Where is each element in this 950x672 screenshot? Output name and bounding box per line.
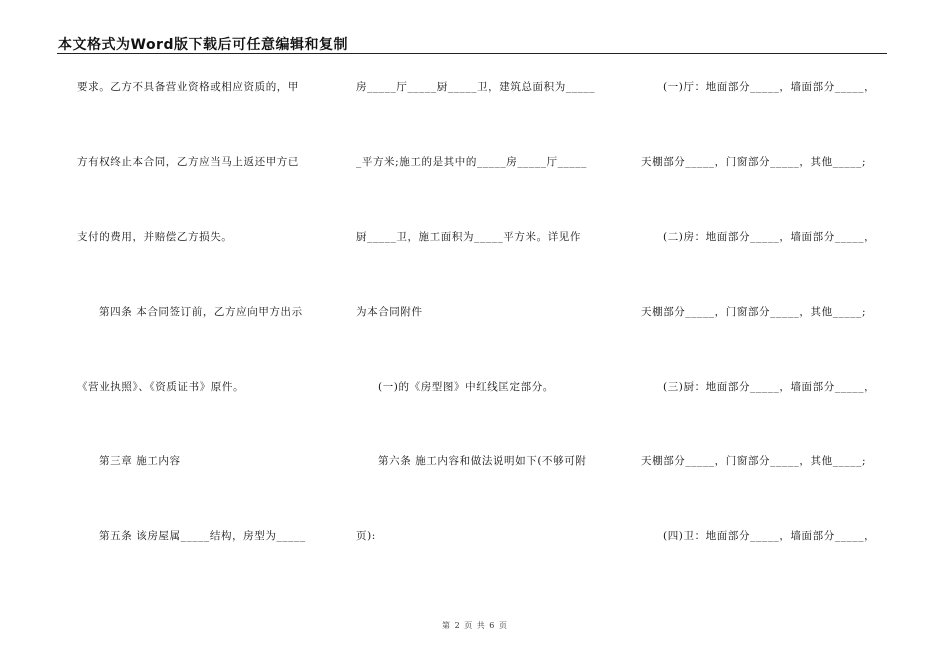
text-line: 厨_____卫，施工面积为_____平方米。详见作	[356, 231, 581, 243]
text-line: 天棚部分_____，门窗部分_____，其他_____;	[641, 306, 867, 318]
text-line: 第四条 本合同签订前，乙方应向甲方出示	[99, 306, 303, 318]
text-line: 页):	[356, 530, 376, 542]
document-header-title: 本文格式为Word版下载后可任意编辑和复制	[58, 37, 348, 53]
text-line: 第六条 施工内容和做法说明如下(不够可附	[378, 455, 587, 467]
text-line: 支付的费用，并赔偿乙方损失。	[77, 231, 233, 243]
text-line: 《营业执照》、《资质证书》原件。	[77, 381, 245, 393]
section-heading: 第三章 施工内容	[99, 455, 181, 467]
text-line: 房_____厅_____厨_____卫，建筑总面积为_____	[356, 81, 596, 93]
text-line: 方有权终止本合同，乙方应当马上返还甲方已	[77, 156, 299, 168]
text-line: 天棚部分_____，门窗部分_____，其他_____;	[641, 156, 867, 168]
text-line: 第五条 该房屋属_____结构，房型为_____	[99, 530, 306, 542]
text-line: (四)卫：地面部分_____，墙面部分_____，	[663, 530, 876, 542]
text-line: (三)厨：地面部分_____，墙面部分_____，	[663, 381, 876, 393]
text-line: (二)房：地面部分_____，墙面部分_____，	[663, 231, 876, 243]
text-line: _平方米;施工的是其中的_____房_____厅_____	[356, 156, 587, 168]
text-line: 天棚部分_____，门窗部分_____，其他_____;	[641, 455, 867, 467]
header-divider	[57, 53, 887, 54]
text-line: 要求。乙方不具备营业资格或相应资质的，甲	[77, 81, 299, 93]
text-line: 为本合同附件	[356, 306, 423, 318]
text-line: (一)的《房型图》中红线匡定部分。	[378, 381, 554, 393]
text-line: (一)厅：地面部分_____，墙面部分_____，	[663, 81, 876, 93]
page-number-footer: 第 2 页 共 6 页	[442, 621, 508, 630]
